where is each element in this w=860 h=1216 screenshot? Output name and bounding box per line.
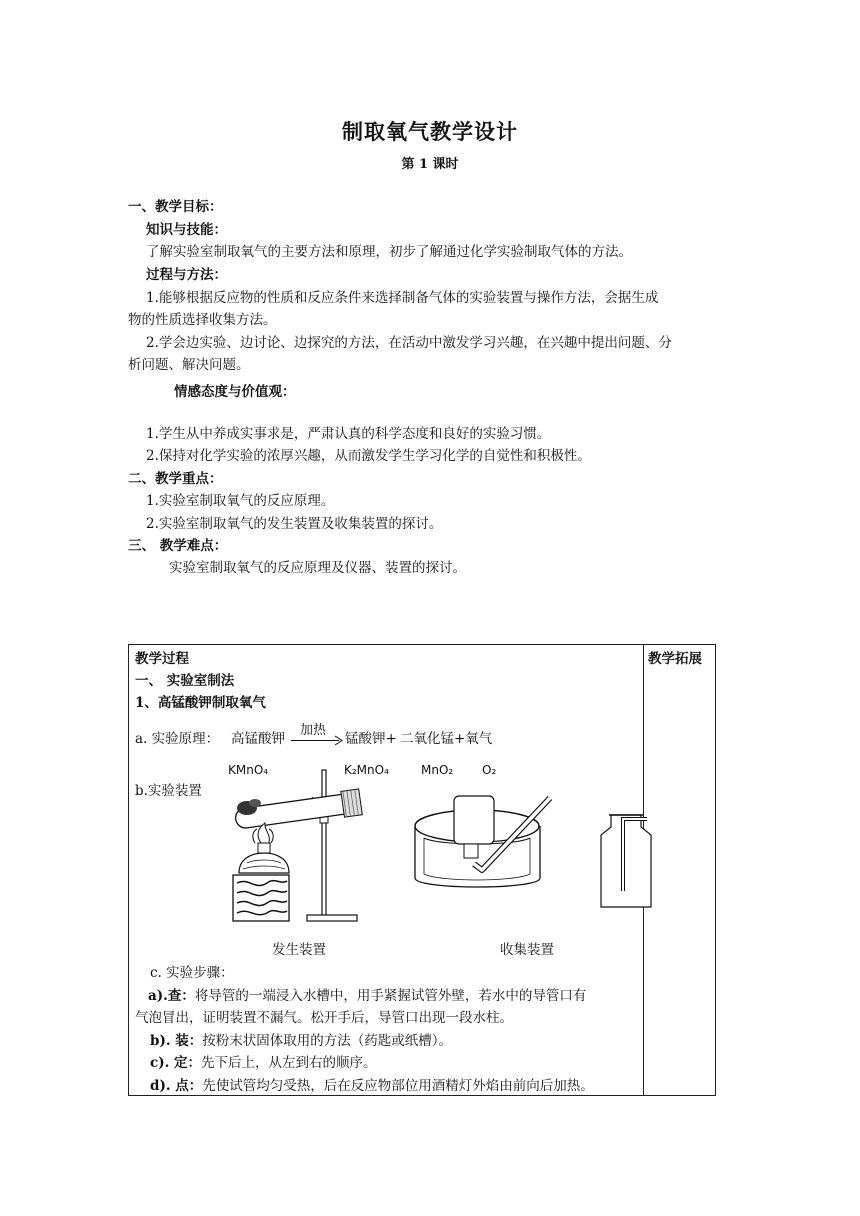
caption-collection: 收集装置 [500,942,554,958]
table-header-extension: 教学拓展 [648,651,702,667]
document-title: 制取氧气教学设计 [342,119,518,144]
process-item-1-line1: 1.能够根据反应物的性质和反应条件来选择制备气体的实验装置与操作方法，会据生成 [146,290,659,306]
keypoint-item-2: 2.实验室制取氧气的发生装置及收集装置的探讨。 [146,516,443,532]
principle-product-1: 锰酸钾+ [345,731,397,747]
steps-label: c. 实验步骤： [150,965,234,981]
formula-product-3: O₂ [482,763,497,777]
water-trough-illustration [410,798,550,898]
objectives-heading: 一、教学目标： [128,199,223,215]
knowledge-heading: 知识与技能： [146,222,227,238]
difficulties-text: 实验室制取氧气的反应原理及仪器、装置的探讨。 [169,560,466,576]
formula-product-2: MnO₂ [421,763,454,777]
step-a-continuation: 气泡冒出，证明装置不漏气。松开手后，导管口出现一段水柱。 [135,1010,513,1026]
formula-product-1: K₂MnO₄ [344,763,389,777]
attitude-heading: 情感态度与价值观： [174,384,296,400]
gas-bottle-illustration [597,813,657,913]
apparatus-label: b.实验装置 [135,783,202,799]
generation-apparatus-illustration [225,765,375,925]
step-d-tag: d). 点： [150,1078,203,1094]
section-heading: 一、 实验室制法 [135,673,235,689]
step-b-text: 按粉末状固体取用的方法（药匙或纸槽）。 [202,1033,452,1049]
step-c [150,1054,377,1072]
step-d-text: 先使试管均匀受热，后在反应物部位用酒精灯外焰由前向后加热。 [202,1078,594,1094]
keypoint-item-1: 1.实验室制取氧气的反应原理。 [146,493,335,509]
sub-heading: 1、高锰酸钾制取氧气 [135,695,266,711]
table-header-process: 教学过程 [135,651,189,667]
process-item-2-line1: 2.学会边实验、边讨论、边探究的方法，在活动中激发学习兴趣，在兴趣中提出问题、分 [146,335,672,351]
principle-reactant: 高锰酸钾 [231,731,285,747]
step-a-tag: a).查： [148,988,195,1004]
principle-condition: 加热 [300,723,327,738]
process-item-1-line2: 物的性质选择收集方法。 [128,312,277,328]
step-a-text: 将导管的一端浸入水槽中，用手紧握试管外壁，若水中的导管口有 [194,988,587,1004]
formula-reactant: KMnO₄ [228,763,269,777]
keypoints-heading: 二、教学重点： [128,471,223,487]
step-d [150,1077,594,1095]
step-b [150,1032,452,1050]
difficulties-heading: 三、 教学难点： [128,538,228,554]
step-a [148,987,586,1005]
document-subtitle: 第 1 课时 [401,157,459,172]
step-b-tag: b). 装： [150,1033,203,1049]
process-heading: 过程与方法： [146,267,227,283]
caption-generation: 发生装置 [272,942,326,958]
knowledge-text: 了解实验室制取氧气的主要方法和原理，初步了解通过化学实验制取气体的方法。 [146,244,632,260]
principle-label: a. 实验原理： [135,731,220,747]
attitude-item-2: 2.保持对化学实验的浓厚兴趣，从而激发学生学习化学的自觉性和积极性。 [146,448,591,464]
process-item-2-line2: 析问题、解决问题。 [128,357,250,373]
arrow-head-icon [335,736,343,745]
attitude-item-1: 1.学生从中养成实事求是，严肃认真的科学态度和良好的实验习惯。 [146,426,551,442]
reaction-arrow [291,740,339,741]
step-c-text: 先下后上，从左到右的顺序。 [201,1055,377,1071]
principle-product-2: 二氧化锰+氧气 [400,731,493,747]
step-c-tag: c). 定： [150,1055,202,1071]
